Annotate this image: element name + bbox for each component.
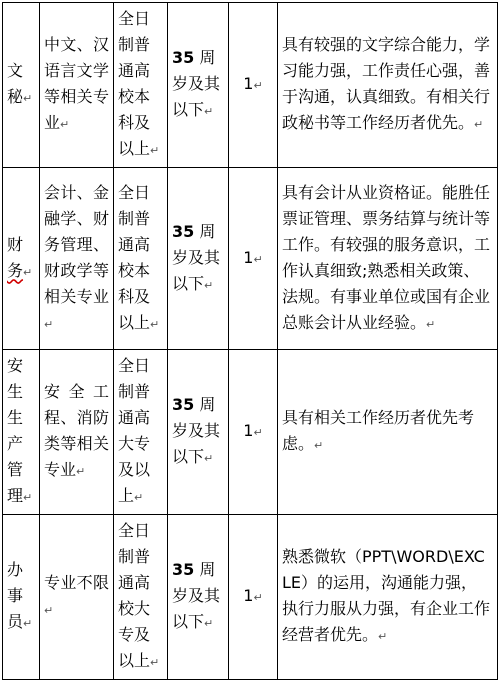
count-cell [229,168,278,350]
age-text: 周岁及其以下 [172,48,221,119]
age-cell [168,350,229,515]
position-cell [3,350,40,515]
count-text: 1 [243,247,254,267]
position-cell [3,3,40,168]
count-cell [229,350,278,515]
paragraph-mark-icon: ↵ [23,265,33,279]
count-cell [229,3,278,168]
major-cell [40,350,114,515]
paragraph-mark-icon: ↵ [253,591,263,604]
paragraph-mark-icon: ↵ [76,465,86,478]
paragraph-mark-icon: ↵ [426,317,436,331]
paragraph-mark-icon: ↵ [378,630,388,643]
major-cell [40,515,114,680]
paragraph-mark-icon: ↵ [60,118,70,131]
paragraph-mark-icon: ↵ [23,617,33,630]
education-text: 全日制普通高校本科及以上 [118,9,151,158]
paragraph-mark-icon: ↵ [150,144,160,157]
age-number: 35 [172,395,195,414]
count-text: 1 [243,586,254,605]
position-cell [3,515,40,680]
major-text: 中文、汉语言文学等相关专业 [44,35,109,132]
paragraph-mark-icon: ↵ [204,278,214,292]
requirement-cell [278,515,498,680]
paragraph-mark-icon: ↵ [253,426,263,439]
education-cell [114,168,168,350]
requirement-cell [278,350,498,515]
major-cell [40,168,114,350]
education-text: 全日制普通高校大专及以上 [118,521,151,670]
table-row [3,515,498,680]
major-text: 专业不限 [44,573,109,592]
education-text: 全日制普通高大专及以上 [118,356,151,505]
paragraph-mark-icon: ↵ [204,452,214,465]
age-text: 周岁及其以下 [172,221,221,293]
paragraph-mark-icon: ↵ [44,604,54,617]
position-text: 安生生产管理 [7,356,24,505]
paragraph-mark-icon: ↵ [314,439,324,452]
age-number: 35 [172,560,195,579]
requirement-text: 熟悉微软（PPT\WORD\EXCLE）的运用，沟通能力强，执行力服从力强，有企业工作经营者优先。 [282,547,491,644]
position-text-spellcheck: 务 [7,260,24,280]
count-cell [229,515,278,680]
paragraph-mark-icon: ↵ [23,491,33,504]
major-text: 安全工程、消防类等相关专业 [44,382,109,479]
requirement-text: 具有会计从业资格证。能胜任票证管理、票务结算与统计等工作。有较强的服务意识，工作认真细致;熟悉相关政策、法规。有事业单位或国有企业总账会计从业经验。 [282,182,491,332]
table-row [3,3,498,168]
age-number: 35 [172,48,195,67]
requirement-cell [278,3,498,168]
paragraph-mark-icon: ↵ [134,491,144,504]
age-text: 周岁及其以下 [172,395,221,466]
education-cell [114,515,168,680]
education-text: 全日制普通高校本科及以上 [118,182,151,332]
job-requirements-table [2,2,498,680]
count-text: 1 [243,74,254,93]
position-text: 办事员 [7,560,24,631]
age-text: 周岁及其以下 [172,560,221,631]
education-cell [114,350,168,515]
requirement-cell [278,168,498,350]
age-number: 35 [172,221,195,241]
requirement-text: 具有相关工作经历者优先考虑。 [282,408,475,453]
paragraph-mark-icon: ↵ [150,317,160,331]
position-cell [3,168,40,350]
education-cell [114,3,168,168]
paragraph-mark-icon: ↵ [253,252,263,266]
table-row [3,168,498,350]
count-text: 1 [243,421,254,440]
age-cell [168,168,229,350]
paragraph-mark-icon: ↵ [23,92,33,105]
position-text: 财 [7,234,24,254]
major-cell [40,3,114,168]
table-row [3,350,498,515]
paragraph-mark-icon: ↵ [44,317,54,331]
position-text: 文秘 [7,61,24,106]
paragraph-mark-icon: ↵ [474,118,484,131]
age-cell [168,3,229,168]
requirement-text: 具有较强的文字综合能力，学习能力强，工作责任心强，善于沟通，认真细致。有相关行政秘书等工作经历者优先。 [282,35,491,132]
age-cell [168,515,229,680]
paragraph-mark-icon: ↵ [253,79,263,92]
paragraph-mark-icon: ↵ [204,617,214,630]
major-text: 会计、金融学、财务管理、财政学等相关专业 [44,182,109,306]
paragraph-mark-icon: ↵ [204,105,214,118]
paragraph-mark-icon: ↵ [150,656,160,669]
